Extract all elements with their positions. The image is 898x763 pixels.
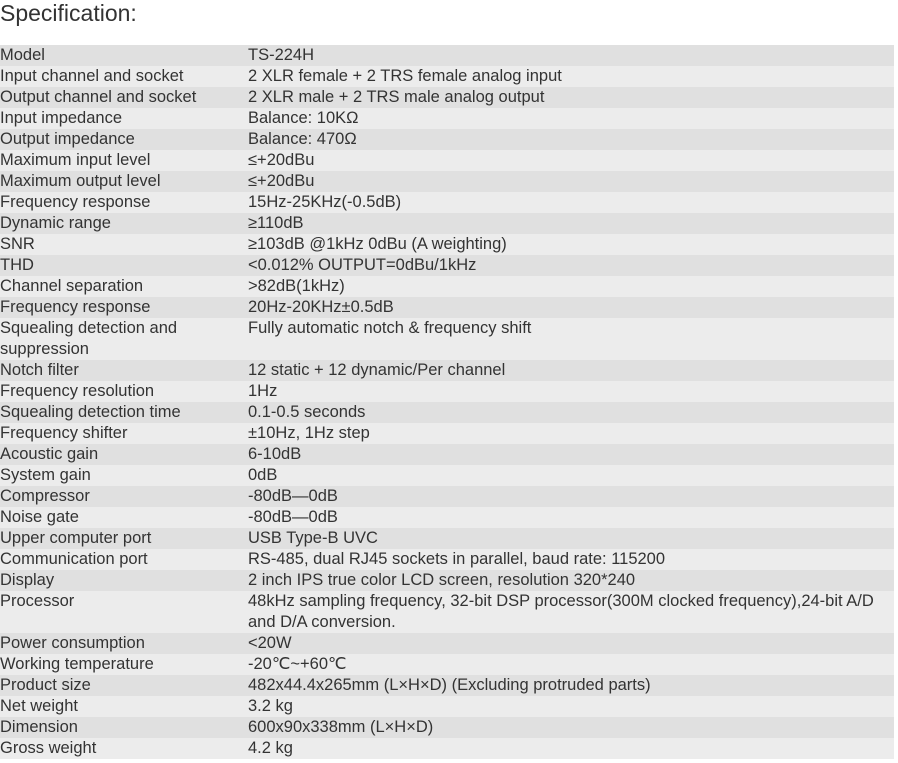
spec-value: RS-485, dual RJ45 sockets in parallel, baud rate: 115200: [247, 549, 894, 570]
spec-value: 0dB: [247, 465, 894, 486]
spec-label: Squealing detection and suppression: [0, 318, 247, 360]
table-row: [0, 549, 894, 570]
spec-value: Balance: 470Ω: [247, 129, 894, 150]
spec-label: Channel separation: [0, 276, 247, 297]
spec-value: Balance: 10KΩ: [247, 108, 894, 129]
table-row: [0, 381, 894, 402]
spec-value: -80dB—0dB: [247, 486, 894, 507]
spec-value: 0.1-0.5 seconds: [247, 402, 894, 423]
spec-label: Working temperature: [0, 654, 247, 675]
spec-label: Dimension: [0, 717, 247, 738]
table-row: [0, 675, 894, 696]
spec-label: Input channel and socket: [0, 66, 247, 87]
table-row: [0, 297, 894, 318]
table-row: [0, 108, 894, 129]
specification-table-body: [0, 45, 894, 759]
spec-label: Processor: [0, 591, 247, 633]
spec-value: ≤+20dBu: [247, 171, 894, 192]
spec-value: -80dB—0dB: [247, 507, 894, 528]
spec-label: Output impedance: [0, 129, 247, 150]
table-row: [0, 192, 894, 213]
spec-value: ±10Hz, 1Hz step: [247, 423, 894, 444]
spec-label: Frequency resolution: [0, 381, 247, 402]
spec-value: TS-224H: [247, 45, 894, 66]
table-row: [0, 402, 894, 423]
spec-value: 3.2 kg: [247, 696, 894, 717]
spec-label: Frequency response: [0, 192, 247, 213]
table-row: [0, 654, 894, 675]
spec-value: Fully automatic notch & frequency shift: [247, 318, 894, 360]
table-row: [0, 213, 894, 234]
table-row: [0, 66, 894, 87]
spec-value: ≤+20dBu: [247, 150, 894, 171]
spec-value: ≥110dB: [247, 213, 894, 234]
spec-value: 482x44.4x265mm (L×H×D) (Excluding protruded parts): [247, 675, 894, 696]
table-row: [0, 87, 894, 108]
table-row: [0, 465, 894, 486]
spec-label: Notch filter: [0, 360, 247, 381]
table-row: [0, 486, 894, 507]
spec-label: SNR: [0, 234, 247, 255]
spec-value: <20W: [247, 633, 894, 654]
spec-value: >82dB(1kHz): [247, 276, 894, 297]
table-row: [0, 234, 894, 255]
spec-label: Frequency shifter: [0, 423, 247, 444]
spec-label: Model: [0, 45, 247, 66]
table-row: [0, 444, 894, 465]
table-row: [0, 507, 894, 528]
table-row: [0, 528, 894, 549]
table-row: [0, 423, 894, 444]
spec-label: Dynamic range: [0, 213, 247, 234]
spec-label: Compressor: [0, 486, 247, 507]
spec-label: Input impedance: [0, 108, 247, 129]
spec-label: Upper computer port: [0, 528, 247, 549]
table-row: [0, 129, 894, 150]
spec-label: Power consumption: [0, 633, 247, 654]
spec-label: Product size: [0, 675, 247, 696]
table-row: [0, 717, 894, 738]
spec-value: 2 inch IPS true color LCD screen, resolution 320*240: [247, 570, 894, 591]
spec-value: 12 static + 12 dynamic/Per channel: [247, 360, 894, 381]
spec-value: 48kHz sampling frequency, 32-bit DSP processor(300M clocked frequency),24-bit A/D and D/A conversion.: [247, 591, 894, 633]
spec-label: Gross weight: [0, 738, 247, 759]
spec-label: Net weight: [0, 696, 247, 717]
spec-value: 600x90x338mm (L×H×D): [247, 717, 894, 738]
spec-label: THD: [0, 255, 247, 276]
table-row: [0, 738, 894, 759]
spec-label: Noise gate: [0, 507, 247, 528]
spec-label: Squealing detection time: [0, 402, 247, 423]
spec-value: 2 XLR male + 2 TRS male analog output: [247, 87, 894, 108]
table-row: [0, 360, 894, 381]
table-row: [0, 633, 894, 654]
table-row: [0, 318, 894, 360]
spec-value: 4.2 kg: [247, 738, 894, 759]
table-row: [0, 255, 894, 276]
table-row: [0, 696, 894, 717]
spec-label: Output channel and socket: [0, 87, 247, 108]
spec-value: <0.012% OUTPUT=0dBu/1kHz: [247, 255, 894, 276]
spec-label: Display: [0, 570, 247, 591]
spec-value: 2 XLR female + 2 TRS female analog input: [247, 66, 894, 87]
spec-value: -20℃~+60℃: [247, 654, 894, 675]
table-row: [0, 45, 894, 66]
spec-label: System gain: [0, 465, 247, 486]
spec-label: Maximum output level: [0, 171, 247, 192]
table-row: [0, 591, 894, 633]
page-title: Specification:: [0, 0, 137, 26]
spec-label: Maximum input level: [0, 150, 247, 171]
spec-value: 15Hz-25KHz(-0.5dB): [247, 192, 894, 213]
spec-value: 1Hz: [247, 381, 894, 402]
specification-table: [0, 45, 894, 759]
spec-value: ≥103dB @1kHz 0dBu (A weighting): [247, 234, 894, 255]
spec-value: 20Hz-20KHz±0.5dB: [247, 297, 894, 318]
table-row: [0, 276, 894, 297]
spec-value: 6-10dB: [247, 444, 894, 465]
table-row: [0, 570, 894, 591]
spec-value: USB Type-B UVC: [247, 528, 894, 549]
table-row: [0, 150, 894, 171]
spec-label: Communication port: [0, 549, 247, 570]
spec-label: Frequency response: [0, 297, 247, 318]
table-row: [0, 171, 894, 192]
spec-label: Acoustic gain: [0, 444, 247, 465]
